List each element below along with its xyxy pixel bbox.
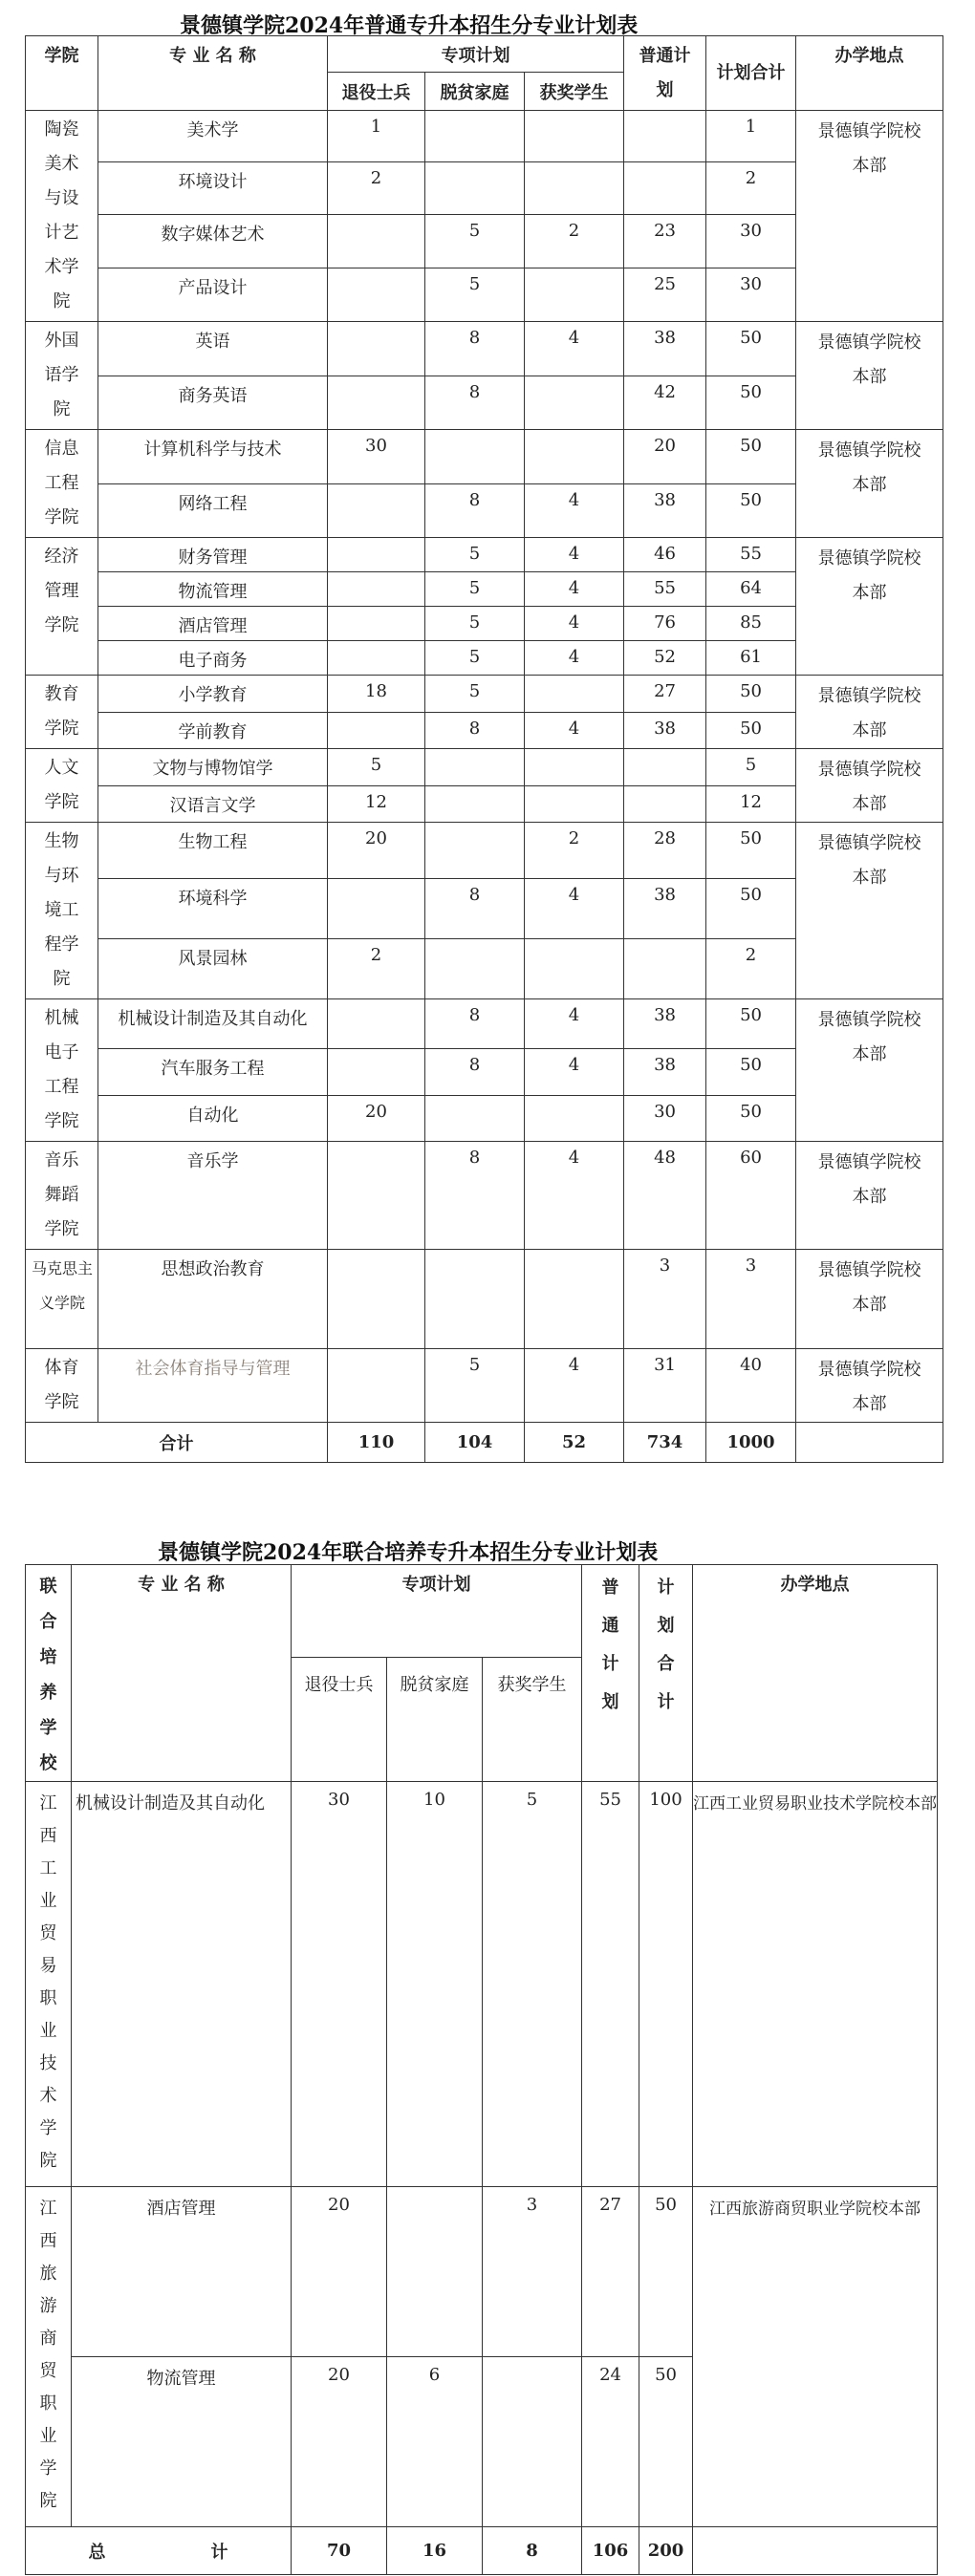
cell-poverty xyxy=(425,938,525,998)
site-cell xyxy=(796,676,943,749)
total-label: 合计 xyxy=(26,1423,328,1463)
cell-veteran xyxy=(328,322,425,376)
total-award: 8 xyxy=(483,2527,582,2575)
cell-total: 50 xyxy=(639,2357,693,2527)
cell-total: 50 xyxy=(706,1049,796,1095)
cell-major: 英语 xyxy=(98,322,328,376)
college-name xyxy=(26,749,98,823)
total-poverty: 16 xyxy=(387,2527,483,2575)
cell-major: 文物与博物馆学 xyxy=(98,749,328,786)
cell-award xyxy=(525,1095,624,1141)
cell-total: 100 xyxy=(639,1782,693,2187)
cell-award: 4 xyxy=(525,878,624,938)
cell-regular: 42 xyxy=(624,376,706,430)
cell-major: 酒店管理 xyxy=(72,2187,292,2357)
header-award-2: 获奖学生 xyxy=(483,1657,582,1781)
cell-veteran xyxy=(328,1142,425,1250)
site-text: 景德镇学院校本部 xyxy=(817,760,921,814)
cell-major: 环境设计 xyxy=(98,161,328,215)
site-cell xyxy=(796,999,943,1142)
site-text: 景德镇学院校本部 xyxy=(817,1260,921,1315)
cell-poverty: 5 xyxy=(425,215,525,268)
cell-regular: 55 xyxy=(582,1782,639,2187)
cell-poverty xyxy=(425,430,525,484)
cell-poverty: 8 xyxy=(425,712,525,749)
cell-total: 2 xyxy=(706,161,796,215)
header-special-2: 专项计划 xyxy=(292,1565,582,1658)
cell-veteran: 20 xyxy=(328,823,425,879)
header-major-2: 专 业 名 称 xyxy=(72,1565,292,1782)
cell-award xyxy=(525,161,624,215)
total-total: 200 xyxy=(639,2527,693,2575)
cell-award: 4 xyxy=(525,607,624,641)
college-name-text: 教育学院 xyxy=(44,684,79,739)
cell-regular: 27 xyxy=(624,676,706,713)
cell-veteran: 5 xyxy=(328,749,425,786)
cell-major: 产品设计 xyxy=(98,268,328,322)
cell-award xyxy=(525,749,624,786)
table-row xyxy=(26,676,943,713)
cell-veteran: 30 xyxy=(328,430,425,484)
cell-award xyxy=(525,111,624,162)
cell-award xyxy=(525,1250,624,1349)
college-name xyxy=(26,111,98,322)
site-cell xyxy=(796,538,943,676)
college-name-text: 马克思主义学院 xyxy=(31,1259,93,1312)
cell-total: 50 xyxy=(706,676,796,713)
cell-major: 环境科学 xyxy=(98,878,328,938)
cell-poverty: 5 xyxy=(425,641,525,676)
college-name-text: 机械电子工程学院 xyxy=(44,1008,79,1131)
total-label-a: 总 xyxy=(88,2542,106,2563)
cell-regular: 46 xyxy=(624,538,706,572)
cell-veteran xyxy=(328,572,425,607)
college-name-text: 外国语学院 xyxy=(44,331,79,419)
cell-total: 50 xyxy=(706,483,796,538)
site-cell: 江西旅游商贸职业学院校本部 xyxy=(693,2187,938,2527)
cell-regular: 38 xyxy=(624,878,706,938)
site-cell xyxy=(796,823,943,999)
college-name-text: 体育学院 xyxy=(44,1358,79,1412)
total-label-b: 计 xyxy=(210,2542,228,2563)
cell-regular: 38 xyxy=(624,322,706,376)
cell-award: 3 xyxy=(483,2187,582,2357)
header-major: 专 业 名 称 xyxy=(98,36,328,111)
total-regular: 106 xyxy=(582,2527,639,2575)
cell-total: 85 xyxy=(706,607,796,641)
cell-poverty: 5 xyxy=(425,572,525,607)
college-name-text: 经济管理学院 xyxy=(44,547,79,635)
table-row xyxy=(26,322,943,376)
cell-regular: 24 xyxy=(582,2357,639,2527)
cell-poverty: 5 xyxy=(425,676,525,713)
college-name xyxy=(26,999,98,1142)
college-name xyxy=(26,1142,98,1250)
table1-title: 景德镇学院2024年普通专升本招生分专业计划表 xyxy=(180,13,639,38)
cell-veteran: 20 xyxy=(292,2187,387,2357)
total-row xyxy=(26,2527,938,2575)
cell-poverty: 8 xyxy=(425,878,525,938)
cell-regular: 25 xyxy=(624,268,706,322)
cell-major: 音乐学 xyxy=(98,1142,328,1250)
cell-major: 小学教育 xyxy=(98,676,328,713)
header-total xyxy=(706,36,796,111)
cell-veteran: 18 xyxy=(328,676,425,713)
site-cell: 江西工业贸易职业技术学院校本部 xyxy=(693,1782,938,2187)
table-row xyxy=(26,823,943,879)
cell-award: 4 xyxy=(525,1049,624,1095)
cell-major: 风景园林 xyxy=(98,938,328,998)
table-row xyxy=(26,999,943,1049)
table-row xyxy=(26,2187,938,2357)
table-row xyxy=(26,1250,943,1349)
table2-title: 景德镇学院2024年联合培养专升本招生分专业计划表 xyxy=(158,1540,659,1565)
cell-poverty xyxy=(425,1250,525,1349)
site-cell xyxy=(796,749,943,823)
cell-poverty: 8 xyxy=(425,1142,525,1250)
cell-major: 数字媒体艺术 xyxy=(98,215,328,268)
cell-award xyxy=(525,268,624,322)
cell-total: 61 xyxy=(706,641,796,676)
cell-veteran: 2 xyxy=(328,161,425,215)
cell-regular: 55 xyxy=(624,572,706,607)
cell-regular: 31 xyxy=(624,1349,706,1423)
cell-poverty: 5 xyxy=(425,607,525,641)
cell-poverty: 8 xyxy=(425,322,525,376)
header-college: 学院 xyxy=(26,36,98,111)
cell-regular: 76 xyxy=(624,607,706,641)
table-row xyxy=(26,1142,943,1250)
cell-total: 50 xyxy=(639,2187,693,2357)
cell-veteran: 20 xyxy=(328,1095,425,1141)
cell-major: 汽车服务工程 xyxy=(98,1049,328,1095)
table-row xyxy=(26,538,943,572)
school-name-text: 江西旅游商贸职业学院 xyxy=(39,2199,57,2511)
cell-poverty xyxy=(425,161,525,215)
college-name-text: 音乐舞蹈学院 xyxy=(44,1150,79,1239)
college-name xyxy=(26,322,98,430)
header-award: 获奖学生 xyxy=(525,73,624,111)
cell-award: 4 xyxy=(525,538,624,572)
cell-poverty: 10 xyxy=(387,1782,483,2187)
header-regular-2-text: 普通计划 xyxy=(601,1578,619,1712)
cell-total: 50 xyxy=(706,878,796,938)
cell-total: 50 xyxy=(706,1095,796,1141)
total-row xyxy=(26,1423,943,1463)
table-row xyxy=(26,430,943,484)
site-cell xyxy=(796,1349,943,1423)
cell-veteran xyxy=(328,1349,425,1423)
cell-total: 30 xyxy=(706,268,796,322)
cell-major: 美术学 xyxy=(98,111,328,162)
cell-regular: 3 xyxy=(624,1250,706,1349)
site-cell xyxy=(796,322,943,430)
cell-regular: 52 xyxy=(624,641,706,676)
cell-regular: 48 xyxy=(624,1142,706,1250)
cell-award xyxy=(525,938,624,998)
header-school-text: 联合培养学校 xyxy=(39,1577,57,1773)
cell-veteran xyxy=(328,641,425,676)
site-text: 景德镇学院校本部 xyxy=(817,440,921,495)
cell-regular: 38 xyxy=(624,1049,706,1095)
cell-award xyxy=(525,785,624,823)
cell-regular: 23 xyxy=(624,215,706,268)
cell-veteran xyxy=(328,268,425,322)
cell-veteran xyxy=(328,1250,425,1349)
total-regular: 734 xyxy=(624,1423,706,1463)
cell-poverty xyxy=(425,111,525,162)
header-site-2: 办学地点 xyxy=(693,1565,938,1782)
cell-veteran xyxy=(328,999,425,1049)
header-school xyxy=(26,1565,72,1782)
cell-poverty: 5 xyxy=(425,1349,525,1423)
cell-award: 2 xyxy=(525,823,624,879)
cell-regular xyxy=(624,749,706,786)
header-total-2 xyxy=(639,1565,693,1782)
cell-award: 4 xyxy=(525,322,624,376)
college-name xyxy=(26,538,98,676)
cell-award: 4 xyxy=(525,1142,624,1250)
table-row xyxy=(26,1349,943,1423)
cell-regular: 38 xyxy=(624,999,706,1049)
cell-total: 64 xyxy=(706,572,796,607)
header-poverty: 脱贫家庭 xyxy=(425,73,525,111)
cell-poverty: 5 xyxy=(425,268,525,322)
cell-veteran xyxy=(328,712,425,749)
cell-poverty xyxy=(425,1095,525,1141)
cell-major: 物流管理 xyxy=(98,572,328,607)
cell-award: 5 xyxy=(483,1782,582,2187)
cell-total: 55 xyxy=(706,538,796,572)
cell-veteran xyxy=(328,538,425,572)
cell-regular xyxy=(624,938,706,998)
site-text: 景德镇学院校本部 xyxy=(817,833,921,888)
table1 xyxy=(25,35,943,1463)
cell-total: 50 xyxy=(706,823,796,879)
cell-major: 计算机科学与技术 xyxy=(98,430,328,484)
cell-major: 学前教育 xyxy=(98,712,328,749)
cell-award xyxy=(483,2357,582,2527)
site-cell xyxy=(796,111,943,322)
cell-major: 汉语言文学 xyxy=(98,785,328,823)
cell-major: 思想政治教育 xyxy=(98,1250,328,1349)
cell-total: 60 xyxy=(706,1142,796,1250)
cell-regular xyxy=(624,161,706,215)
college-name-text: 陶瓷美术与设计艺术学院 xyxy=(44,119,79,311)
cell-regular: 28 xyxy=(624,823,706,879)
cell-veteran xyxy=(328,1049,425,1095)
cell-total: 50 xyxy=(706,376,796,430)
cell-veteran xyxy=(328,483,425,538)
header-regular-text: 普通计划 xyxy=(639,45,691,100)
cell-veteran: 30 xyxy=(292,1782,387,2187)
table-row xyxy=(26,749,943,786)
cell-major: 酒店管理 xyxy=(98,607,328,641)
total-poverty: 104 xyxy=(425,1423,525,1463)
cell-award xyxy=(525,430,624,484)
cell-poverty: 8 xyxy=(425,483,525,538)
cell-regular: 30 xyxy=(624,1095,706,1141)
cell-poverty xyxy=(425,785,525,823)
site-text: 景德镇学院校本部 xyxy=(817,1360,921,1414)
total-site-empty xyxy=(796,1423,943,1463)
cell-award xyxy=(525,376,624,430)
cell-total: 1 xyxy=(706,111,796,162)
cell-poverty xyxy=(387,2187,483,2357)
cell-veteran: 1 xyxy=(328,111,425,162)
site-text: 景德镇学院校本部 xyxy=(817,333,921,387)
header-total-text: 计划合计 xyxy=(716,62,786,83)
cell-poverty: 8 xyxy=(425,999,525,1049)
site-text: 景德镇学院校本部 xyxy=(817,548,921,603)
cell-total: 50 xyxy=(706,999,796,1049)
cell-veteran: 12 xyxy=(328,785,425,823)
college-name xyxy=(26,1349,98,1423)
header-regular xyxy=(624,36,706,111)
cell-regular: 27 xyxy=(582,2187,639,2357)
college-name-text: 信息工程学院 xyxy=(44,439,79,527)
header-veteran-2: 退役士兵 xyxy=(292,1657,387,1781)
cell-award: 4 xyxy=(525,572,624,607)
cell-regular xyxy=(624,111,706,162)
cell-award: 4 xyxy=(525,641,624,676)
cell-major: 网络工程 xyxy=(98,483,328,538)
total-veteran: 110 xyxy=(328,1423,425,1463)
site-cell xyxy=(796,430,943,538)
college-name xyxy=(26,430,98,538)
cell-total: 2 xyxy=(706,938,796,998)
cell-major: 商务英语 xyxy=(98,376,328,430)
cell-major: 生物工程 xyxy=(98,823,328,879)
cell-veteran: 20 xyxy=(292,2357,387,2527)
site-text: 景德镇学院校本部 xyxy=(817,1010,921,1064)
header-regular-2 xyxy=(582,1565,639,1782)
cell-regular: 20 xyxy=(624,430,706,484)
cell-total: 50 xyxy=(706,430,796,484)
cell-total: 40 xyxy=(706,1349,796,1423)
cell-poverty: 6 xyxy=(387,2357,483,2527)
total-label xyxy=(26,2527,292,2575)
cell-award xyxy=(525,676,624,713)
table2 xyxy=(25,1564,938,2575)
cell-poverty: 5 xyxy=(425,538,525,572)
total-veteran: 70 xyxy=(292,2527,387,2575)
total-total: 1000 xyxy=(706,1423,796,1463)
school-name xyxy=(26,1782,72,2187)
cell-total: 30 xyxy=(706,215,796,268)
cell-total: 5 xyxy=(706,749,796,786)
college-name xyxy=(26,1250,98,1349)
cell-major: 物流管理 xyxy=(72,2357,292,2527)
cell-award: 4 xyxy=(525,1349,624,1423)
cell-veteran xyxy=(328,878,425,938)
cell-award: 4 xyxy=(525,483,624,538)
site-cell xyxy=(796,1250,943,1349)
college-name-text: 人文学院 xyxy=(44,758,79,812)
cell-regular xyxy=(624,785,706,823)
cell-regular: 38 xyxy=(624,712,706,749)
header-special: 专项计划 xyxy=(328,36,624,73)
cell-total: 12 xyxy=(706,785,796,823)
table-row xyxy=(26,1782,938,2187)
total-award: 52 xyxy=(525,1423,624,1463)
site-cell xyxy=(796,1142,943,1250)
cell-major: 机械设计制造及其自动化 xyxy=(98,999,328,1049)
cell-award: 4 xyxy=(525,712,624,749)
cell-regular: 38 xyxy=(624,483,706,538)
cell-major: 电子商务 xyxy=(98,641,328,676)
cell-total: 50 xyxy=(706,712,796,749)
cell-award: 2 xyxy=(525,215,624,268)
school-name xyxy=(26,2187,72,2527)
school-name-text: 江西工业贸易职业技术学院 xyxy=(39,1793,57,2171)
cell-poverty: 8 xyxy=(425,1049,525,1095)
cell-award: 4 xyxy=(525,999,624,1049)
cell-major: 财务管理 xyxy=(98,538,328,572)
cell-total: 50 xyxy=(706,322,796,376)
header-total-2-text: 计划合计 xyxy=(657,1578,675,1712)
site-text: 景德镇学院校本部 xyxy=(817,686,921,741)
cell-veteran: 2 xyxy=(328,938,425,998)
total-site-empty xyxy=(693,2527,938,2575)
cell-veteran xyxy=(328,376,425,430)
header-site: 办学地点 xyxy=(796,36,943,111)
header-veteran: 退役士兵 xyxy=(328,73,425,111)
cell-poverty: 8 xyxy=(425,376,525,430)
cell-veteran xyxy=(328,215,425,268)
cell-veteran xyxy=(328,607,425,641)
table-row xyxy=(26,111,943,162)
cell-poverty xyxy=(425,749,525,786)
college-name xyxy=(26,676,98,749)
header-poverty-2: 脱贫家庭 xyxy=(387,1657,483,1781)
cell-poverty xyxy=(425,823,525,879)
site-text: 景德镇学院校本部 xyxy=(817,121,921,176)
cell-total: 3 xyxy=(706,1250,796,1349)
college-name-text: 生物与环境工程学院 xyxy=(44,831,79,989)
cell-major: 自动化 xyxy=(98,1095,328,1141)
cell-major: 社会体育指导与管理 xyxy=(98,1349,328,1423)
cell-major: 机械设计制造及其自动化 xyxy=(72,1782,292,2187)
college-name xyxy=(26,823,98,999)
site-text: 景德镇学院校本部 xyxy=(817,1152,921,1207)
